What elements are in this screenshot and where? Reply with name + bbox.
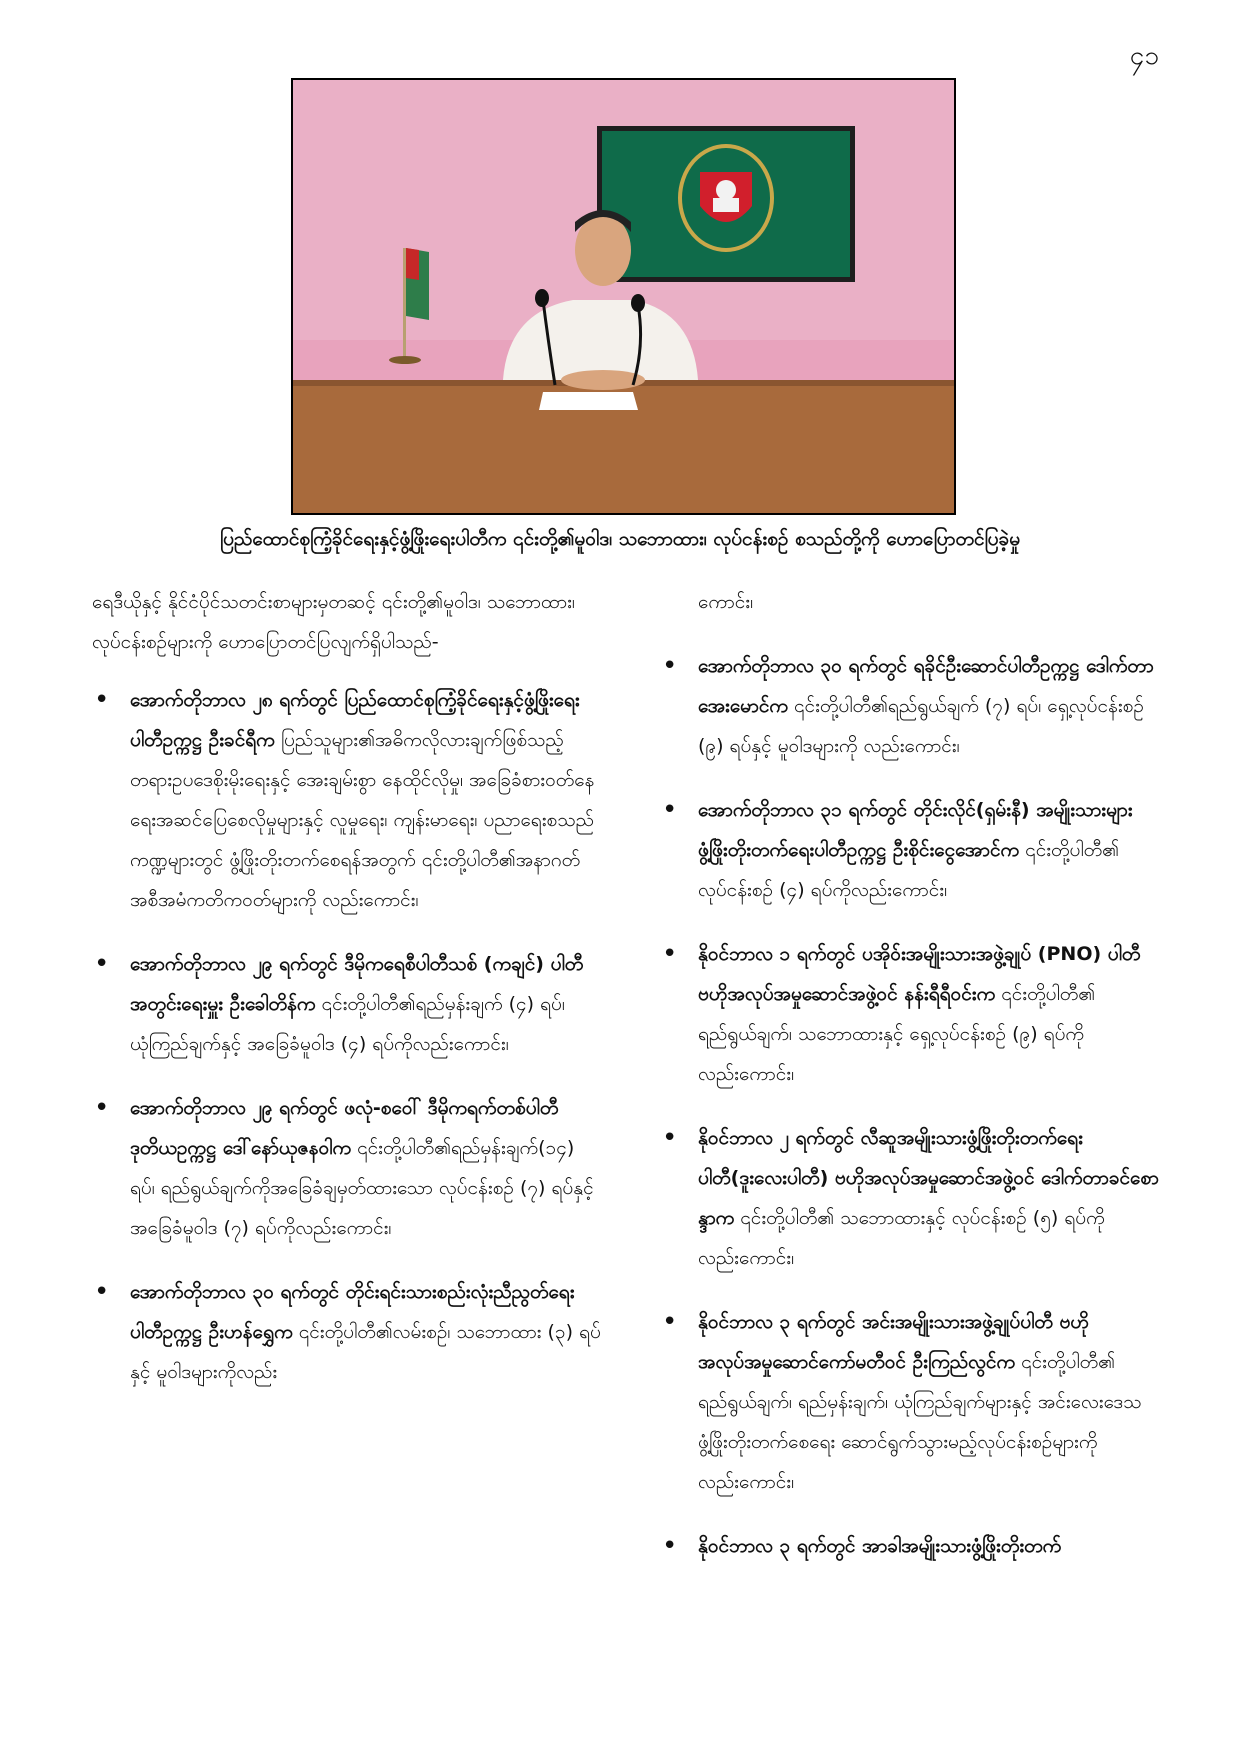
left-bullet-list: [92, 680, 604, 1392]
item-text: ၎င်းတို့ပါတီ၏ရည်ရွယ်ချက် (၇) ရပ်၊ ရှေ့လုပ်ငန်းစဉ် (၉) ရပ်နှင့် မူဝါဒများကို လည်းကောင်း၊: [698, 695, 1144, 757]
list-item: [92, 680, 604, 920]
list-item: [660, 1526, 1160, 1566]
item-text: ၎င်းတို့ပါတီ၏ ရည်ရွယ်ချက်၊ ရည်မှန်းချက်၊ ယုံကြည်ချက်များနှင့် အင်းလေးဒေသ ဖွံ့ဖြိုးတိုးတက်စေရေး ဆောင်ရွက်သွားမည့်လုပ်ငန်းစဉ်များကိုလည်းကောင်း၊: [698, 1351, 1142, 1493]
item-speaker: အောက်တိုဘာလ ၂၉ ရက်တွင် ဖလုံ-စဝေါ် ဒီမိုကရက်တစ်ပါတီ ဒုတိယဥက္ကဋ္ဌ ဒေါ်နော်ယုဇနဝါက: [130, 1097, 559, 1159]
item-speaker: အောက်တိုဘာလ ၂၉ ရက်တွင် ဒီမိုကရေစီပါတီသစ် (ကချင်) ပါတီအတွင်းရေးမှူး ဦးခေါတိန်က: [130, 953, 584, 1015]
speaker-photo: [291, 78, 956, 515]
list-item: [92, 1272, 604, 1392]
left-column: [92, 582, 604, 1416]
item-speaker: အောက်တိုဘာလ ၂၈ ရက်တွင် ပြည်ထောင်စုကြံ့ခိုင်ရေးနှင့်ဖွံ့ဖြိုးရေးပါတီဥက္ကဋ္ဌ ဦးခင်ရီက: [130, 689, 580, 751]
item-speaker: အောက်တိုဘာလ ၃၁ ရက်တွင် တိုင်းလိုင်(ရှမ်းနီ) အမျိုးသားများဖွံ့ဖြိုးတိုးတက်ရေးပါတီဥက္ကဋ္ဌ ဦးစိုင်းငွေအောင်က: [698, 799, 1133, 861]
list-item: [660, 646, 1160, 766]
item-text: ၎င်းတို့ပါတီ၏ ရည်ရွယ်ချက်၊ သဘောထားနှင့် ရှေ့လုပ်ငန်းစဉ် (၉) ရပ်ကို လည်းကောင်း၊: [698, 983, 1096, 1085]
list-item: [660, 1118, 1160, 1278]
list-item: [660, 1302, 1160, 1502]
item-speaker: နိုဝင်ဘာလ ၃ ရက်တွင် အင်းအမျိုးသားအဖွဲ့ချုပ်ပါတီ ဗဟိုအလုပ်အမှုဆောင်ကော်မတီဝင် ဦးကြည်လွင်က: [698, 1311, 1089, 1373]
item-text: ပြည်သူများ၏အဓိကလိုလားချက်ဖြစ်သည့် တရားဥပဒေစိုးမိုးရေးနှင့် အေးချမ်းစွာ နေထိုင်လိုမှု၊ အခြေခံစားဝတ်နေရေးအဆင်ပြေစေလိုမှုများနှင့် လူမှုရေး၊ ကျန်းမာရေး၊ ပညာရေးစသည်ကဏ္ဍများတွင် ဖွံ့ဖြိုးတိုးတက်စေရန်အတွက် ၎င်းတို့ပါတီ၏အနာဂတ်အစီအမံကတိကဝတ်များကို လည်းကောင်း၊: [130, 729, 595, 911]
item-speaker: နိုဝင်ဘာလ ၂ ရက်တွင် လီဆူအမျိုးသားဖွံ့ဖြိုးတိုးတက်ရေးပါတီ(ဒူးလေးပါတီ) ဗဟိုအလုပ်အမှုဆောင်အဖွဲ့ဝင် ဒေါက်တာခင်စောန္ဒာက: [698, 1127, 1159, 1229]
intro-paragraph: ရေဒီယိုနှင့် နိုင်ငံပိုင်သတင်းစာများမှတဆင့် ၎င်းတို့၏မူဝါဒ၊ သဘောထား၊ လုပ်ငန်းစဉ်များကို ဟောပြောတင်ပြလျက်ရှိပါသည်-: [92, 591, 575, 653]
item-speaker: နိုဝင်ဘာလ ၁ ရက်တွင် ပအိုဝ်းအမျိုးသားအဖွဲ့ချုပ် (PNO) ပါတီ ဗဟိုအလုပ်အမှုဆောင်အဖွဲ့ဝင် နန်းရီရီဝင်းက: [698, 943, 1141, 1005]
item-text: ၎င်းတို့ပါတီ၏ သဘောထားနှင့် လုပ်ငန်းစဉ် (၅) ရပ်ကို လည်းကောင်း၊: [698, 1207, 1105, 1269]
item-speaker: နိုဝင်ဘာလ ၃ ရက်တွင် အာခါအမျိုးသားဖွံ့ဖြိုးတိုးတက်: [698, 1535, 1062, 1557]
list-item: [92, 944, 604, 1064]
photo-caption: ပြည်ထောင်စုကြံ့ခိုင်ရေးနှင့်ဖွံ့ဖြိုးရေးပါတီက ၎င်းတို့၏မူဝါဒ၊ သဘောထား၊ လုပ်ငန်းစဉ် စသည်တို့ကို ဟောပြောတင်ပြခဲ့မှု: [219, 528, 1021, 550]
continuation-text: ကောင်း၊: [698, 591, 754, 613]
item-text: ၎င်းတို့ပါတီ၏ရည်မှန်းချက်(၁၄) ရပ်၊ ရည်ရွယ်ချက်ကိုအခြေခံချမှတ်ထားသော လုပ်ငန်းစဉ် (၇) ရပ်နှင့် အခြေခံမူဝါဒ (၇) ရပ်ကိုလည်းကောင်း၊: [130, 1137, 594, 1239]
item-text: ၎င်းတို့ပါတီ၏လမ်းစဉ်၊ သဘောထား (၃) ရပ်နှင့် မူဝါဒများကိုလည်း: [130, 1321, 601, 1383]
page-number: ၄၁: [1129, 41, 1159, 71]
list-item: [660, 934, 1160, 1094]
right-bullet-list: [660, 582, 1160, 1566]
item-text: ၎င်းတို့ပါတီ၏ လုပ်ငန်းစဉ် (၄) ရပ်ကိုလည်းကောင်း၊: [698, 839, 1120, 901]
item-speaker: အောက်တိုဘာလ ၃၀ ရက်တွင် တိုင်းရင်းသားစည်းလုံးညီညွတ်ရေးပါတီဥက္ကဋ္ဌ ဦးဟန်ရွှေက: [130, 1281, 575, 1343]
right-column: [660, 582, 1160, 1590]
list-item: [660, 790, 1160, 910]
list-item: [92, 1088, 604, 1248]
item-speaker: အောက်တိုဘာလ ၃၀ ရက်တွင် ရခိုင်ဦးဆောင်ပါတီဥက္ကဋ္ဌ ဒေါက်တာအေးမောင်က: [698, 655, 1154, 717]
item-text: ၎င်းတို့ပါတီ၏ရည်မှန်းချက် (၄) ရပ်၊ ယုံကြည်ချက်နှင့် အခြေခံမူဝါဒ (၄) ရပ်ကိုလည်းကောင်း၊: [130, 993, 565, 1055]
